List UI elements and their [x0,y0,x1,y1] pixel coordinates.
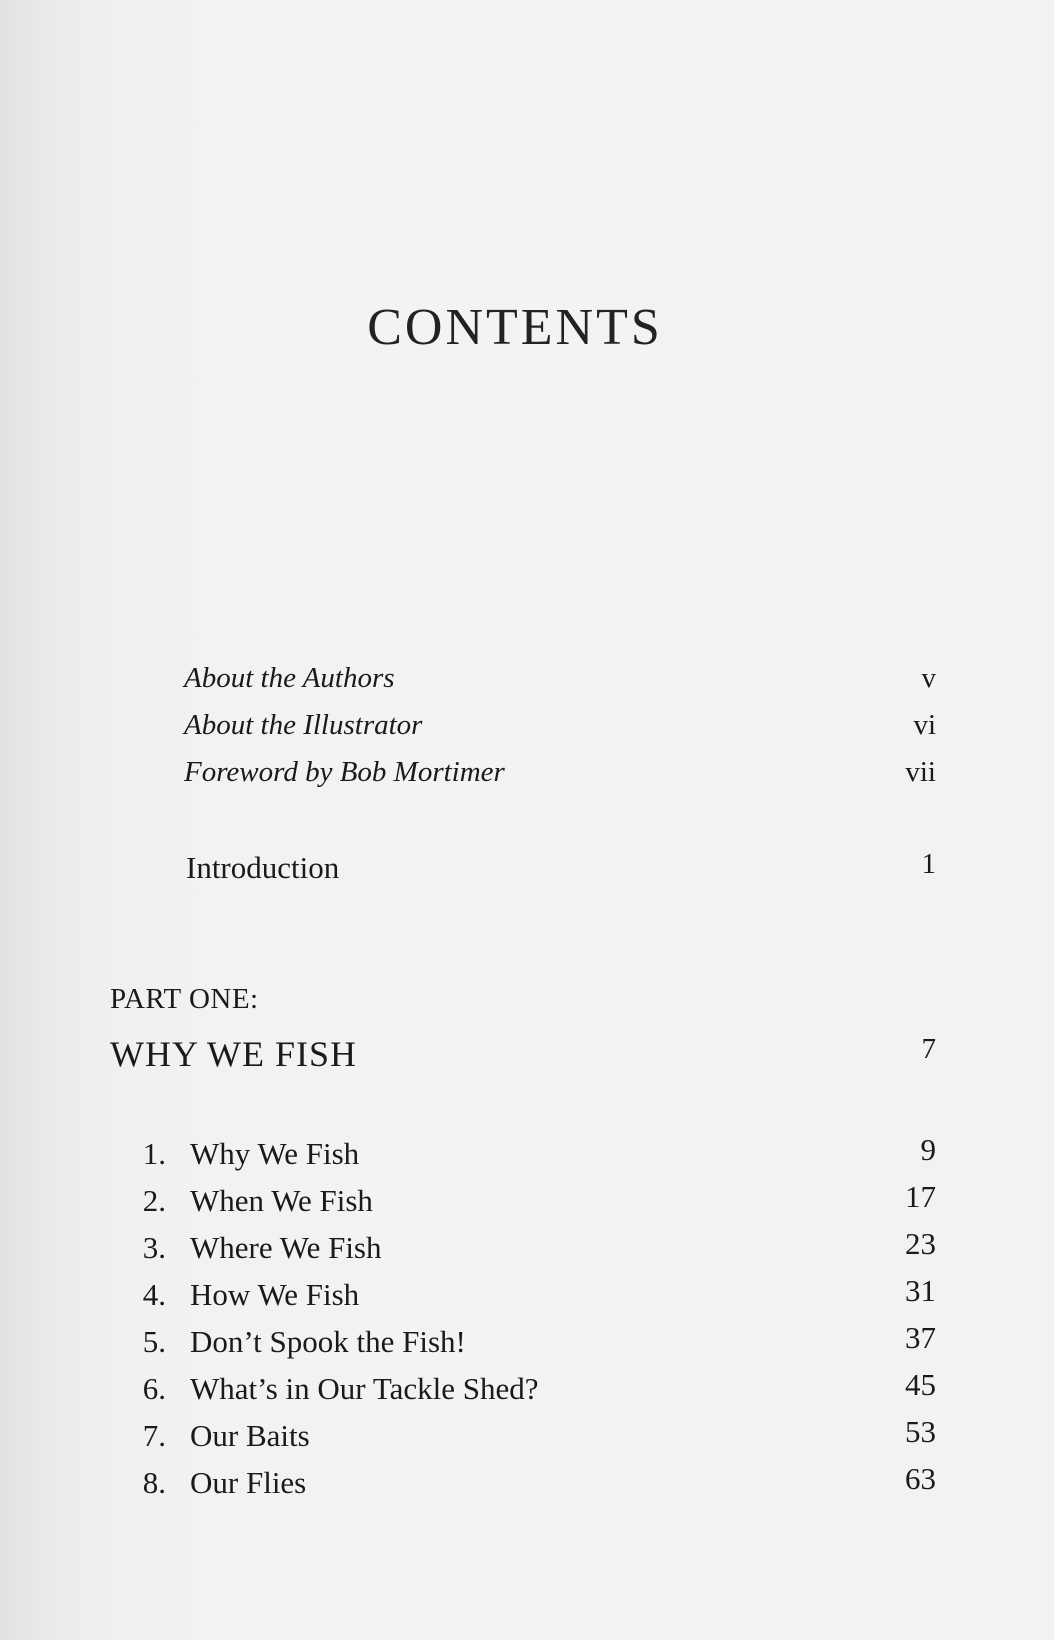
chapter-page: 63 [905,1461,936,1496]
chapter-number: 1. [142,1136,166,1171]
chapter-number: 2. [142,1183,166,1218]
toc-page-foreword: vii [905,756,936,788]
page-title: CONTENTS [367,299,663,356]
toc-entry-foreword: Foreword by Bob Mortimer [184,756,505,788]
chapter-page: 17 [905,1179,936,1214]
part-page: 7 [921,1033,936,1065]
chapter-title: Where We Fish [190,1230,382,1265]
toc-entry-about-illustrator: About the Illustrator [184,709,423,741]
chapter-title: How We Fish [190,1277,360,1312]
chapter-number: 4. [142,1277,166,1312]
toc-page-about-illustrator: vi [913,709,936,741]
part-label: PART ONE: [110,983,259,1015]
chapter-title: Don’t Spook the Fish! [190,1324,466,1359]
chapter-number: 6. [142,1371,166,1406]
part-title: WHY WE FISH [110,1034,357,1074]
chapter-number: 3. [142,1230,166,1265]
chapter-page: 31 [905,1273,936,1308]
chapter-page: 53 [905,1414,936,1449]
chapter-page: 9 [920,1132,936,1167]
toc-page-about-authors: v [921,662,936,694]
chapter-page: 37 [905,1320,936,1355]
chapter-page: 23 [905,1226,936,1261]
chapter-title: Why We Fish [190,1136,360,1171]
chapter-number: 5. [142,1324,166,1359]
chapter-page: 45 [905,1367,936,1402]
chapter-number: 7. [142,1418,166,1453]
toc-entry-introduction: Introduction [186,850,340,885]
chapter-title: Our Flies [190,1465,307,1500]
chapter-number: 8. [142,1465,166,1500]
toc-page-introduction: 1 [921,848,936,880]
chapter-title: When We Fish [190,1183,373,1218]
chapter-title: Our Baits [190,1418,310,1453]
chapter-title: What’s in Our Tackle Shed? [190,1371,539,1406]
toc-entry-about-authors: About the Authors [184,662,395,694]
